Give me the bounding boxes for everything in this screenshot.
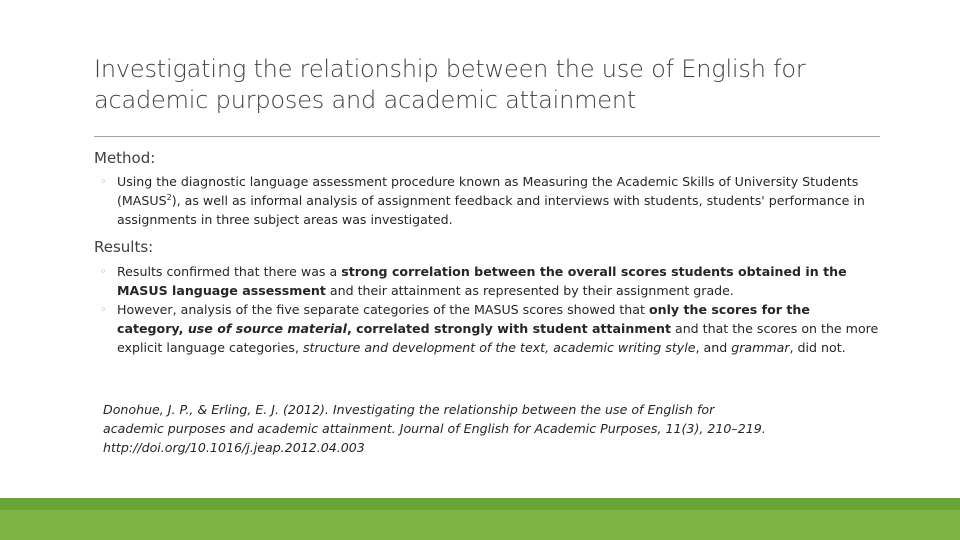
bullet-circle-icon: ◦ — [100, 265, 107, 278]
results-1-text: Results confirmed that there was a — [117, 264, 342, 279]
reference-line-1: Donohue, J. P., & Erling, E. J. (2012). Investigating the relationship between the use of English for — [103, 402, 715, 417]
reference-doi-link[interactable]: http://doi.org/10.1016/j.jeap.2012.04.003 — [103, 440, 365, 455]
results-bullet-list — [100, 262, 880, 357]
title-divider — [94, 136, 880, 137]
footnote-2-link[interactable]: 2 — [166, 192, 172, 202]
reference-citation — [103, 400, 893, 457]
results-2-bold-a: only the scores for the category, — [117, 302, 810, 336]
results-2-bold-italic: use of source material — [187, 321, 347, 336]
results-bullet-item-2 — [100, 300, 880, 357]
slide-title — [94, 54, 894, 116]
results-2-text-d: , did not. — [789, 340, 846, 355]
method-text-part2: ), as well as informal analysis of assignment feedback and interviews with students, students' performance in assignments in three subject areas was investigated. — [117, 193, 865, 227]
method-bullet-list — [100, 172, 880, 229]
slide-title-line-1: Investigating the relationship between the use of English for — [94, 55, 806, 83]
results-2-bold-b: , correlated strongly with student attainment — [346, 321, 671, 336]
method-bullet-item — [100, 172, 880, 229]
method-heading: Method: — [94, 149, 156, 167]
results-2-text: However, analysis of the five separate categories of the MASUS scores showed that — [117, 302, 649, 317]
footer-accent-shade — [0, 498, 960, 510]
bullet-circle-icon: ◦ — [100, 175, 107, 188]
results-heading: Results: — [94, 238, 154, 256]
results-2-italic-b: grammar — [731, 340, 790, 355]
results-2-text-b: and that the scores on the more explicit language categories, — [117, 321, 879, 355]
results-bullet-item-1 — [100, 262, 880, 300]
results-1-bold: strong correlation between the overall scores students obtained in the MASUS language assessment — [117, 264, 847, 298]
slide-title-line-2: academic purposes and academic attainment — [94, 86, 637, 114]
results-2-text-c: , and — [695, 340, 732, 355]
results-2-italic-a: structure and development of the text, academic writing style — [303, 340, 696, 355]
method-text-part1: Using the diagnostic language assessment procedure known as Measuring the Academic Skills of University Students (MASUS — [117, 174, 859, 208]
reference-line-2: academic purposes and academic attainment. Journal of English for Academic Purposes, 11(3), 210–219. — [103, 421, 766, 436]
results-1-text-end: and their attainment as represented by their assignment grade. — [325, 283, 734, 298]
bullet-circle-icon: ◦ — [100, 303, 107, 316]
